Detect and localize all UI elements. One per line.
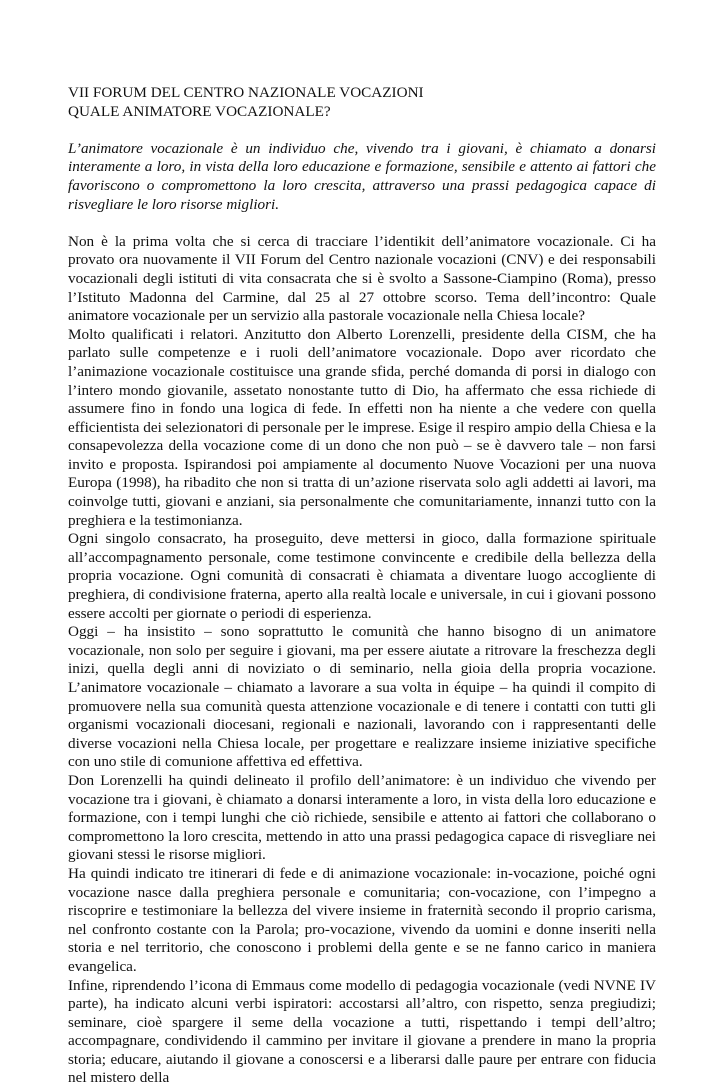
body-paragraph: Ha quindi indicato tre itinerari di fede e di animazione vocazionale: in-vocazione, poiché ogni vocazione nasce dalla preghiera personale e comunitaria; con-vocazione, con l’impegno a riscoprire e testimoniare la bellezza del vivere insieme in fraternità secondo il proprio carisma, nel confronto costante con la Parola; pro-vocazione, vivendo da uomini e donne inseriti nella storia e nel territorio, che conoscono i problemi della gente e se ne fanno carico in maniera evangelica. xyxy=(68,865,656,977)
body-paragraph: Infine, riprendendo l’icona di Emmaus come modello di pedagogia vocazionale (vedi NVNE IV parte), ha indicato alcuni verbi ispiratori: accostarsi all’altro, con rispetto, senza pregiudizi; seminare, cioè spargere il seme della vocazione a tutti, rispettando i tempi dell’altro; accompagnare, condividendo il cammino per invitare il giovane a prendere in mano la propria storia; educare, aiutando il giovane a conoscersi e a liberarsi dalle paure per entrare con fiducia nel mistero della xyxy=(68,977,656,1088)
spacer xyxy=(68,214,656,233)
body-paragraph: Molto qualificati i relatori. Anzitutto don Alberto Lorenzelli, presidente della CISM, che ha parlato sulle competenze e i ruoli dell’animatore vocazionale. Dopo aver ricordato che l’animazione vocazionale costituisce una grande sfida, perché domanda di porsi in dialogo con l’intero mondo giovanile, assetato nonostante tutto di Dio, ha affermato che essa richiede di assumere fino in fondo una logica di fede. In effetti non ha niente a che vedere con quella efficientista dei selezionatori di personale per le imprese. Esige il respiro ampio della Chiesa e la consapevolezza della vocazione come di un dono che non può – se è davvero tale – non farsi invito e proposta. Ispirandosi poi ampiamente al documento Nuove Vocazioni per una nuova Europa (1998), ha ribadito che non si tratta di un’azione riservata solo agli addetti ai lavori, ma coinvolge tutti, giovani e anziani, sia personalmente che comunitariamente, innanzi tutto con la preghiera e la testimonianza. xyxy=(68,326,656,531)
lead-paragraph: L’animatore vocazionale è un individuo che, vivendo tra i giovani, è chiamato a donarsi interamente a loro, in vista della loro educazione e formazione, sensibile e attento ai fattori che favoriscono o compromettono la loro crescita, attraverso una prassi pedagogica capace di risvegliare le loro risorse migliori. xyxy=(68,140,656,214)
body-paragraph: Ogni singolo consacrato, ha proseguito, deve mettersi in gioco, dalla formazione spirituale all’accompagnamento personale, come testimone convincente e credibile della bellezza della propria vocazione. Ogni comunità di consacrati è chiamata a diventare luogo accogliente di preghiera, di condivisione fraterna, aperto alla realtà locale e universale, in cui i giovani possono essere accolti per giornate o periodi di esperienza. xyxy=(68,530,656,623)
body-paragraph: Non è la prima volta che si cerca di tracciare l’identikit dell’animatore vocazionale. Ci ha provato ora nuovamente il VII Forum del Centro nazionale vocazioni (CNV) e dei responsabili vocazionali degli istituti di vita consacrata che si è svolto a Sassone-Ciampino (Roma), presso l’Istituto Madonna del Carmine, dal 25 al 27 ottobre scorso. Tema dell’incontro: Quale animatore vocazionale per un servizio alla pastorale vocazionale nella Chiesa locale? xyxy=(68,233,656,326)
title-line-2: QUALE ANIMATORE VOCAZIONALE? xyxy=(68,103,656,122)
title-line-1: VII FORUM DEL CENTRO NAZIONALE VOCAZIONI xyxy=(68,84,656,103)
body-paragraph: Oggi – ha insistito – sono soprattutto le comunità che hanno bisogno di un animatore vocazionale, non solo per seguire i giovani, ma per essere aiutate a ritrovare la freschezza degli inizi, quella degli anni di noviziato o di seminario, nella gioia della propria vocazione. L’animatore vocazionale – chiamato a lavorare a sua volta in équipe – ha quindi il compito di promuovere nella sua comunità questa attenzione vocazionale e di tenere i contatti con tutti gli organismi vocazionali diocesani, regionali e nazionali, lavorando con i rappresentanti delle diverse vocazioni nella Chiesa locale, per progettare e realizzare insieme iniziative specifiche con uno stile di comunione affettiva ed effettiva. xyxy=(68,623,656,772)
spacer xyxy=(68,121,656,140)
body-paragraph: Don Lorenzelli ha quindi delineato il profilo dell’animatore: è un individuo che vivendo per vocazione tra i giovani, è chiamato a donarsi interamente a loro, in vista della loro educazione e formazione, con i tempi lunghi che ciò richiede, sensibile e attento ai fattori che collaborano o compromettono la loro crescita, mettendo in atto una prassi pedagogica capace di risvegliare nei giovani stessi le risorse migliori. xyxy=(68,772,656,865)
